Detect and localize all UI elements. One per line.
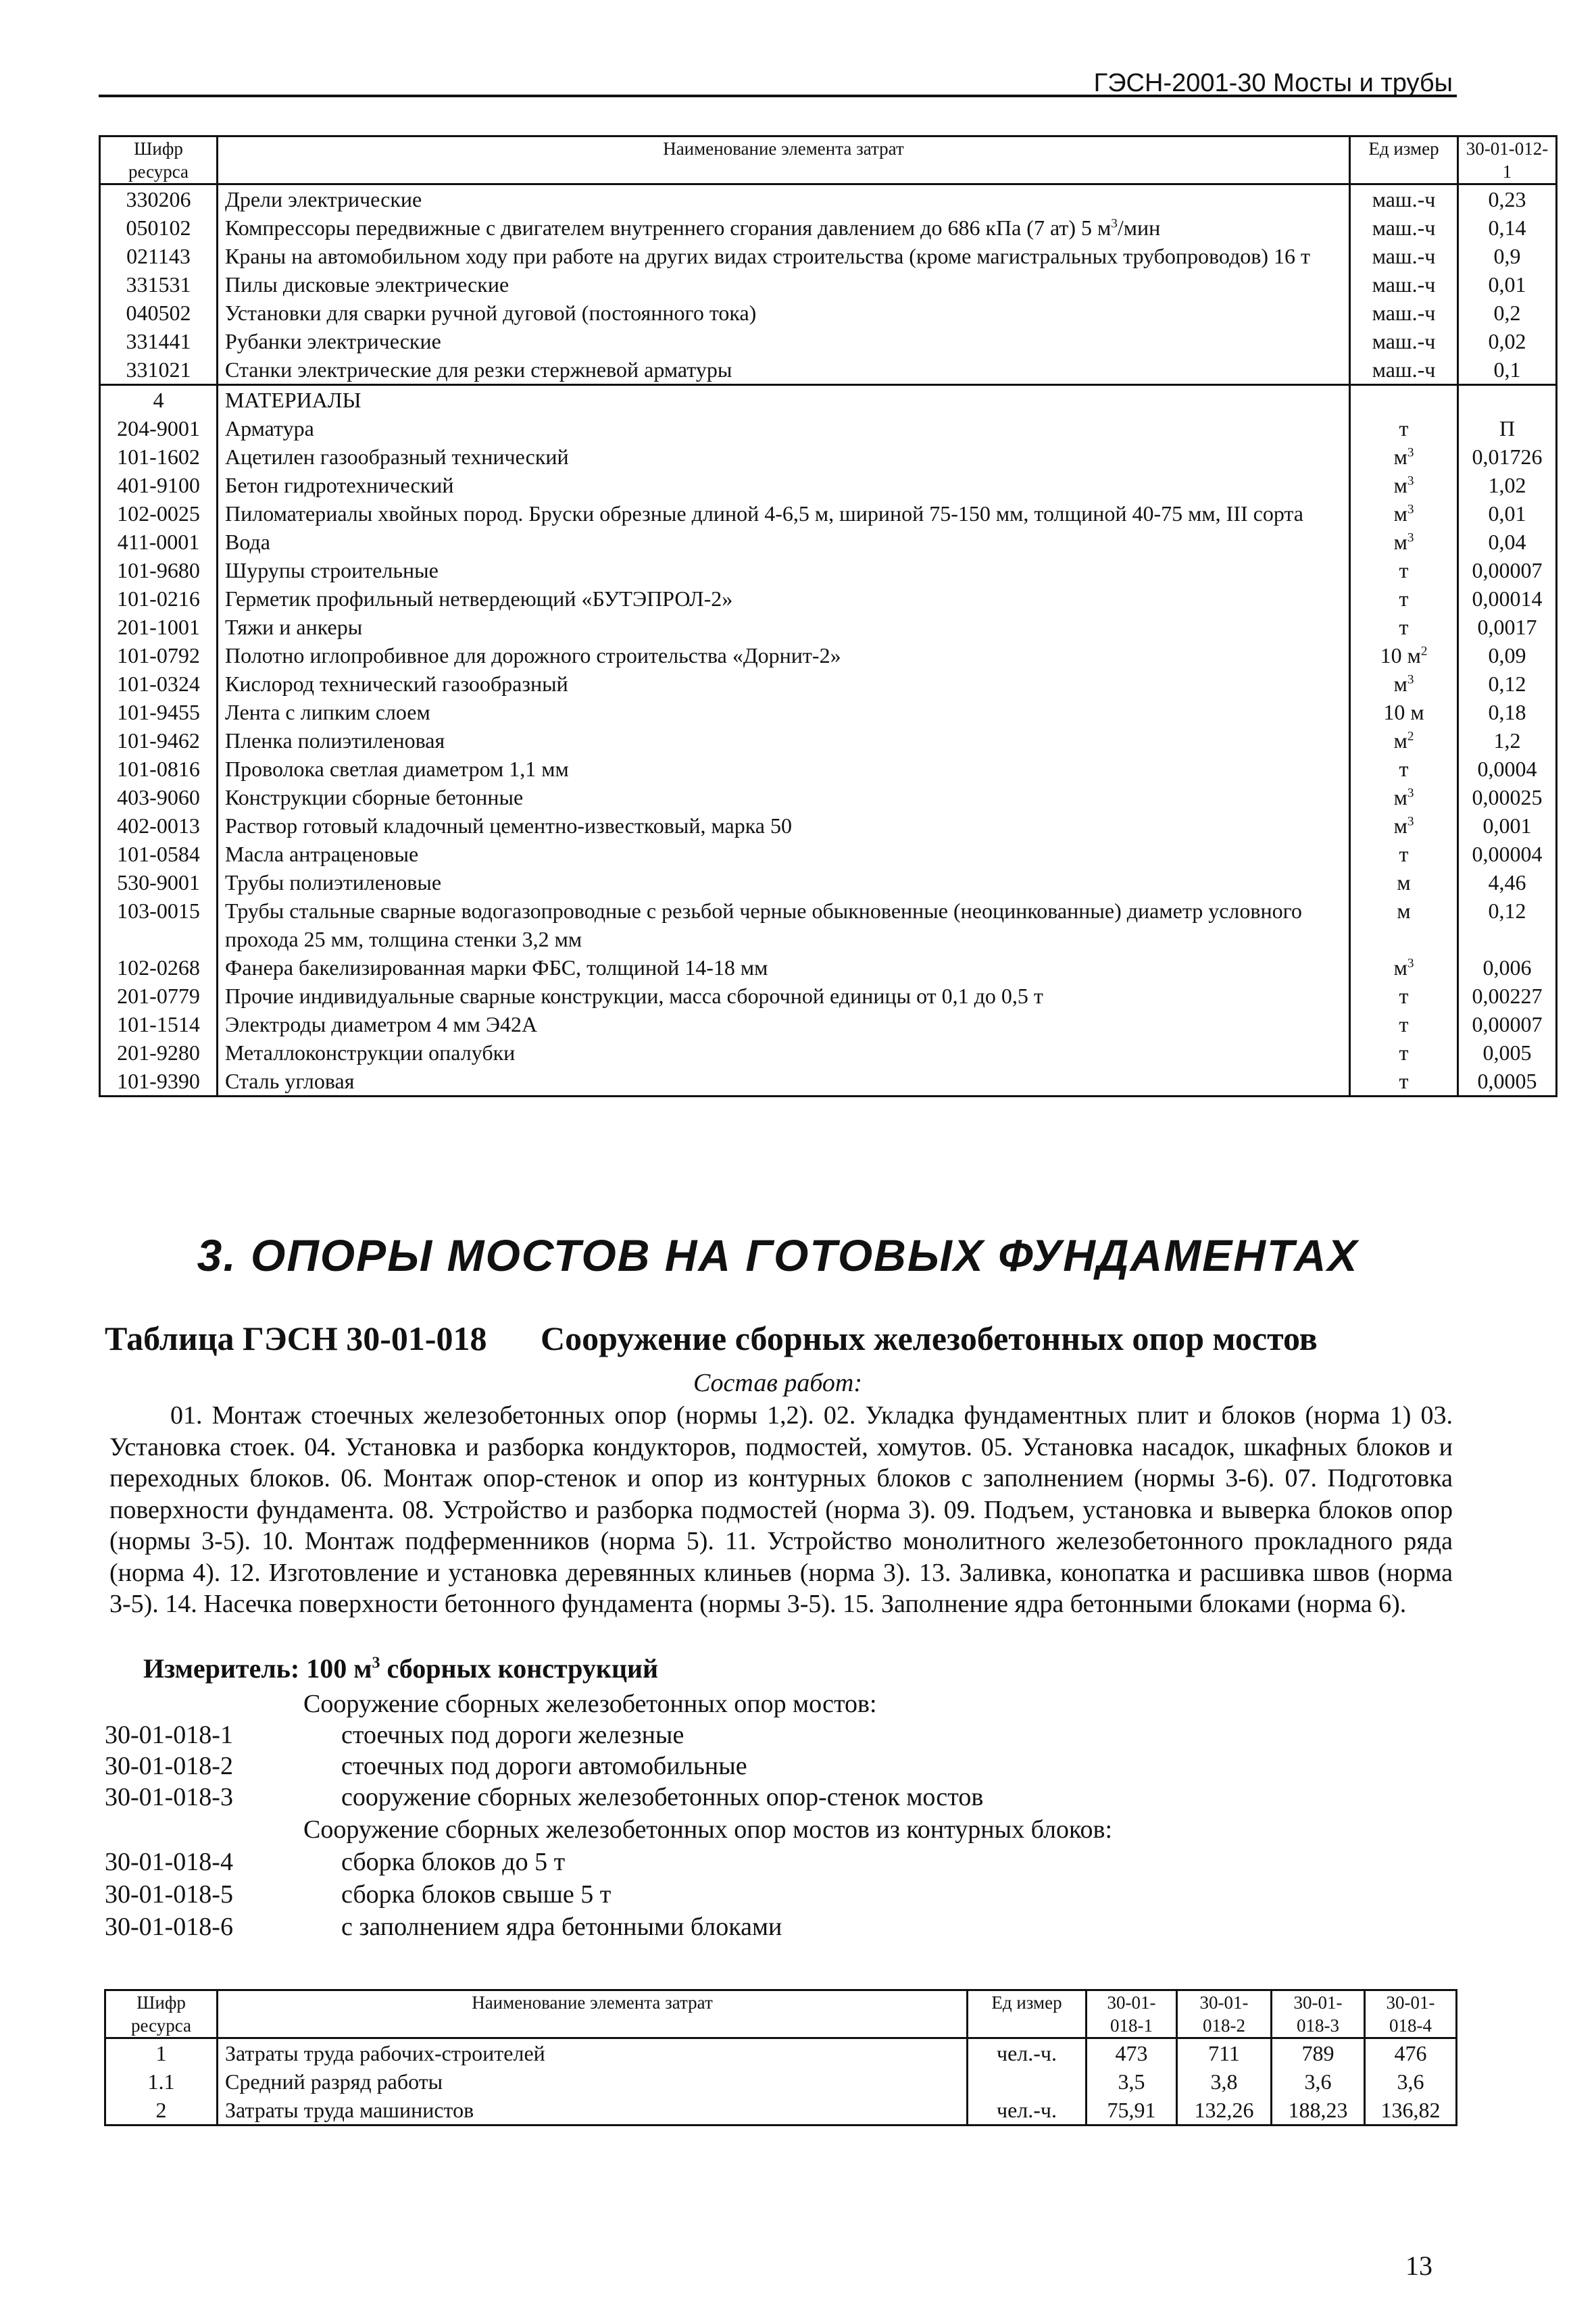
resource-unit: 10 м bbox=[1350, 698, 1458, 726]
resource-value: 3,8 bbox=[1177, 2067, 1272, 2096]
col-header-code: Шифр ресурса bbox=[105, 1990, 218, 2038]
resource-unit: маш.-ч bbox=[1350, 213, 1458, 242]
table-row bbox=[100, 811, 1557, 840]
resource-value: 0,00007 bbox=[1458, 1010, 1557, 1038]
resource-code: 1.1 bbox=[105, 2067, 218, 2096]
resource-code: 040502 bbox=[100, 299, 218, 327]
resource-value: 0,00014 bbox=[1458, 584, 1557, 613]
resource-code: 201-0779 bbox=[100, 982, 218, 1010]
table-row bbox=[100, 982, 1557, 1010]
composition-text: 01. Монтаж стоечных железобетонных опор (нормы 1,2). 02. Укладка фундаментных плит и блоков (норма 1) 03. Установка стоек. 04. Установка и разборка кондукторов, подмостей, хомутов. 05. Установка насадок, шкафных блоков и переходных блоков. 06. Монтаж опор-стенок и опор из контурных блоков с заполнением (нормы 3-6). 07. Подготовка поверхности фундамента. 08. Устройство и разборка подмостей (норма 3). 09. Подъем, установка и выверка блоков опор (нормы 3-5). 10. Монтаж подферменников (норма 5). 11. Устройство монолитного железобетонного прокладного ряда (норма 4). 12. Изготовление и установка деревянных клиньев (норма 3). 13. Заливка, конопатка и расшивка швов (норма 3-5). 14. Насечка поверхности бетонного фундамента (нормы 3-5). 15. Заполнение ядра бетонными блоками (норма 6). bbox=[109, 1401, 1453, 1618]
col-header-unit: Ед измер bbox=[1350, 136, 1458, 184]
resource-code: 331531 bbox=[100, 270, 218, 299]
resource-code: 331441 bbox=[100, 327, 218, 355]
resource-name: Затраты труда машинистов bbox=[218, 2096, 968, 2126]
resource-value: 0,00227 bbox=[1458, 982, 1557, 1010]
resource-name: Герметик профильный нетвердеющий «БУТЭПРОЛ-2» bbox=[218, 584, 1350, 613]
norm-code-4: 30-01-018-4 bbox=[105, 1848, 233, 1876]
resource-name: Масла антраценовые bbox=[218, 840, 1350, 868]
resource-code: 101-0584 bbox=[100, 840, 218, 868]
resource-name: Раствор готовый кладочный цементно-известковый, марка 50 bbox=[218, 811, 1350, 840]
resource-code: 2 bbox=[105, 2096, 218, 2126]
resource-name: Компрессоры передвижные с двигателем внутреннего сгорания давлением до 686 кПа (7 ат) 5 $м^3$/мин bbox=[218, 213, 1350, 242]
table-row bbox=[100, 783, 1557, 811]
resource-code: 204-9001 bbox=[100, 414, 218, 443]
table-row bbox=[100, 242, 1557, 270]
resource-unit: $м^3$ bbox=[1350, 811, 1458, 840]
resource-name: Средний разряд работы bbox=[218, 2067, 968, 2096]
resource-unit: $м^3$ bbox=[1350, 471, 1458, 499]
resource-unit bbox=[1350, 385, 1458, 415]
resource-value: 0,00004 bbox=[1458, 840, 1557, 868]
resources-table-30-01-012 bbox=[99, 135, 1557, 1097]
resource-unit: т bbox=[1350, 840, 1458, 868]
norms-group-1: Сооружение сборных железобетонных опор мостов: bbox=[303, 1690, 877, 1718]
norm-code-1: 30-01-018-1 bbox=[105, 1721, 233, 1749]
resource-name: Ацетилен газообразный технический bbox=[218, 443, 1350, 471]
resource-value: 0,02 bbox=[1458, 327, 1557, 355]
resource-name: Краны на автомобильном ходу при работе на других видах строительства (кроме магистральных трубопроводов) 16 т bbox=[218, 242, 1350, 270]
col-header-norm-3: 30-01-018-3 bbox=[1272, 1990, 1365, 2038]
table-row bbox=[100, 184, 1557, 214]
col-header-norm-1: 30-01-018-1 bbox=[1087, 1990, 1177, 2038]
table-row bbox=[100, 1038, 1557, 1067]
resource-unit: м bbox=[1350, 868, 1458, 897]
resource-name: Шурупы строительные bbox=[218, 556, 1350, 584]
col-header-norm-2: 30-01-018-2 bbox=[1177, 1990, 1272, 2038]
resource-value: 0,14 bbox=[1458, 213, 1557, 242]
resource-unit: т bbox=[1350, 1038, 1458, 1067]
resource-code: 401-9100 bbox=[100, 471, 218, 499]
table-row bbox=[100, 755, 1557, 783]
norm-desc-5: сборка блоков свыше 5 т bbox=[341, 1880, 612, 1909]
resource-name: Затраты труда рабочих-строителей bbox=[218, 2038, 968, 2068]
resource-code: 1 bbox=[105, 2038, 218, 2068]
resource-unit: маш.-ч bbox=[1350, 327, 1458, 355]
table-row bbox=[100, 613, 1557, 641]
resource-value: 4,46 bbox=[1458, 868, 1557, 897]
resource-code: 530-9001 bbox=[100, 868, 218, 897]
resource-code: 021143 bbox=[100, 242, 218, 270]
resource-name: Бетон гидротехнический bbox=[218, 471, 1350, 499]
resource-value: 75,91 bbox=[1087, 2096, 1177, 2126]
resource-value: 0,01726 bbox=[1458, 443, 1557, 471]
resource-value: 0,005 bbox=[1458, 1038, 1557, 1067]
col-header-unit: Ед измер bbox=[968, 1990, 1087, 2038]
resource-code: 4 bbox=[100, 385, 218, 415]
resource-name: МАТЕРИАЛЫ bbox=[218, 385, 1350, 415]
norm-code-2: 30-01-018-2 bbox=[105, 1752, 233, 1780]
resource-code: 411-0001 bbox=[100, 528, 218, 556]
resource-value: 3,6 bbox=[1365, 2067, 1457, 2096]
resource-value bbox=[1458, 385, 1557, 415]
resource-unit: т bbox=[1350, 613, 1458, 641]
norm-desc-3: сооружение сборных железобетонных опор-стенок мостов bbox=[341, 1783, 984, 1811]
resource-value: 136,82 bbox=[1365, 2096, 1457, 2126]
resource-value: 0,01 bbox=[1458, 499, 1557, 528]
table-row bbox=[100, 213, 1557, 242]
resource-code: 101-0324 bbox=[100, 670, 218, 698]
resource-value: 0,18 bbox=[1458, 698, 1557, 726]
resource-name: Сталь угловая bbox=[218, 1067, 1350, 1097]
resource-name: Пленка полиэтиленовая bbox=[218, 726, 1350, 755]
running-header: ГЭСН-2001-30 Мосты и трубы bbox=[1093, 69, 1453, 97]
resource-unit: чел.-ч. bbox=[968, 2096, 1087, 2126]
resource-unit: маш.-ч bbox=[1350, 184, 1458, 214]
col-header-norm-4: 30-01-018-4 bbox=[1365, 1990, 1457, 2038]
table-row bbox=[100, 840, 1557, 868]
table-row bbox=[100, 528, 1557, 556]
resource-name: Арматура bbox=[218, 414, 1350, 443]
resource-name: Фанера бакелизированная марки ФБС, толщиной 14-18 мм bbox=[218, 953, 1350, 982]
resource-value: 0,1 bbox=[1458, 355, 1557, 385]
resource-code: 201-1001 bbox=[100, 613, 218, 641]
composition-title: Состав работ: bbox=[693, 1369, 863, 1397]
table-row bbox=[100, 868, 1557, 897]
table-row bbox=[100, 641, 1557, 670]
resource-name: Рубанки электрические bbox=[218, 327, 1350, 355]
resource-unit: маш.-ч bbox=[1350, 299, 1458, 327]
resource-unit: $м^3$ bbox=[1350, 528, 1458, 556]
resource-unit: $м^3$ bbox=[1350, 499, 1458, 528]
resource-value: 0,04 bbox=[1458, 528, 1557, 556]
resource-name: Кислород технический газообразный bbox=[218, 670, 1350, 698]
resource-value: 3,6 bbox=[1272, 2067, 1365, 2096]
norm-desc-2: стоечных под дороги автомобильные bbox=[341, 1752, 747, 1780]
resource-value: 0,12 bbox=[1458, 897, 1557, 953]
resource-name: Пиломатериалы хвойных пород. Бруски обрезные длиной 4-6,5 м, шириной 75-150 мм, толщиной 40-75 мм, III сорта bbox=[218, 499, 1350, 528]
resource-code: 101-0216 bbox=[100, 584, 218, 613]
resource-value: 1,2 bbox=[1458, 726, 1557, 755]
resource-value: 476 bbox=[1365, 2038, 1457, 2068]
norm-code-3: 30-01-018-3 bbox=[105, 1783, 233, 1811]
resources-table-body bbox=[105, 2038, 1457, 2126]
table-title-label: Таблица ГЭСН 30-01-018 bbox=[105, 1319, 487, 1357]
page-number: 13 bbox=[1405, 2250, 1432, 2281]
norm-code-5: 30-01-018-5 bbox=[105, 1880, 233, 1909]
resource-code: 102-0025 bbox=[100, 499, 218, 528]
resource-name: Прочие индивидуальные сварные конструкции, масса сборочной единицы от 0,1 до 0,5 т bbox=[218, 982, 1350, 1010]
resource-name: Дрели электрические bbox=[218, 184, 1350, 214]
norm-desc-1: стоечных под дороги железные bbox=[341, 1721, 684, 1749]
norm-desc-6: с заполнением ядра бетонными блоками bbox=[341, 1913, 782, 1941]
resource-unit: $м^3$ bbox=[1350, 783, 1458, 811]
resource-value: 0,01 bbox=[1458, 270, 1557, 299]
table-row bbox=[100, 556, 1557, 584]
resource-code: 101-9390 bbox=[100, 1067, 218, 1097]
section-row bbox=[100, 385, 1557, 415]
resource-name: Вода bbox=[218, 528, 1350, 556]
table-row bbox=[100, 443, 1557, 471]
table-row bbox=[100, 1067, 1557, 1097]
resource-unit: т bbox=[1350, 755, 1458, 783]
col-header-name: Наименование элемента затрат bbox=[218, 1990, 968, 2038]
col-header-name: Наименование элемента затрат bbox=[218, 136, 1350, 184]
resource-code: 101-1514 bbox=[100, 1010, 218, 1038]
resource-code: 101-0816 bbox=[100, 755, 218, 783]
resource-unit bbox=[968, 2067, 1087, 2096]
resource-code: 331021 bbox=[100, 355, 218, 385]
table-row bbox=[100, 327, 1557, 355]
resource-unit: $м^3$ bbox=[1350, 443, 1458, 471]
norms-group-2: Сооружение сборных железобетонных опор мостов из контурных блоков: bbox=[303, 1815, 1113, 1844]
resource-value: 0,12 bbox=[1458, 670, 1557, 698]
resource-value: 132,26 bbox=[1177, 2096, 1272, 2126]
table-row bbox=[105, 2067, 1457, 2096]
resource-value: 0,00007 bbox=[1458, 556, 1557, 584]
meter-text: Измеритель: 100 $м^3$ сборных конструкций bbox=[143, 1653, 659, 1684]
resource-name: Пилы дисковые электрические bbox=[218, 270, 1350, 299]
resource-unit: маш.-ч bbox=[1350, 355, 1458, 385]
resource-unit: т bbox=[1350, 584, 1458, 613]
resource-unit: т bbox=[1350, 1067, 1458, 1097]
resource-code: 101-9680 bbox=[100, 556, 218, 584]
table-row bbox=[100, 897, 1557, 953]
resource-value: 0,23 bbox=[1458, 184, 1557, 214]
resource-value: 0,0017 bbox=[1458, 613, 1557, 641]
resource-unit: т bbox=[1350, 1010, 1458, 1038]
table-row bbox=[100, 299, 1557, 327]
resource-unit: чел.-ч. bbox=[968, 2038, 1087, 2068]
table-row bbox=[100, 698, 1557, 726]
resource-value: 188,23 bbox=[1272, 2096, 1365, 2126]
resource-unit: т bbox=[1350, 414, 1458, 443]
resource-unit: $м^3$ bbox=[1350, 670, 1458, 698]
resource-name: Конструкции сборные бетонные bbox=[218, 783, 1350, 811]
resources-table-body bbox=[100, 184, 1557, 1097]
resource-code: 101-9455 bbox=[100, 698, 218, 726]
resource-unit: т bbox=[1350, 556, 1458, 584]
table-row bbox=[100, 499, 1557, 528]
resource-unit: 10 $м^2$ bbox=[1350, 641, 1458, 670]
resource-unit: $м^3$ bbox=[1350, 953, 1458, 982]
resource-value: 0,9 bbox=[1458, 242, 1557, 270]
resource-unit: $м^2$ bbox=[1350, 726, 1458, 755]
resource-unit: т bbox=[1350, 982, 1458, 1010]
resource-value: 1,02 bbox=[1458, 471, 1557, 499]
table-row bbox=[100, 670, 1557, 698]
resource-name: Тяжи и анкеры bbox=[218, 613, 1350, 641]
resource-code: 330206 bbox=[100, 184, 218, 214]
norm-desc-4: сборка блоков до 5 т bbox=[341, 1848, 566, 1876]
resource-unit: м bbox=[1350, 897, 1458, 953]
resource-value: 0,09 bbox=[1458, 641, 1557, 670]
table-row bbox=[100, 270, 1557, 299]
resources-table-30-01-018 bbox=[104, 1989, 1457, 2126]
table-row bbox=[100, 584, 1557, 613]
section-heading: 3. ОПОРЫ МОСТОВ НА ГОТОВЫХ ФУНДАМЕНТАХ bbox=[197, 1230, 1359, 1280]
resource-code: 403-9060 bbox=[100, 783, 218, 811]
table-row bbox=[105, 2096, 1457, 2126]
resource-code: 103-0015 bbox=[100, 897, 218, 953]
resource-code: 102-0268 bbox=[100, 953, 218, 982]
resource-value: 0,001 bbox=[1458, 811, 1557, 840]
resource-value: 3,5 bbox=[1087, 2067, 1177, 2096]
norm-code-6: 30-01-018-6 bbox=[105, 1913, 233, 1941]
table-row bbox=[100, 414, 1557, 443]
table-title-caption: Сооружение сборных железобетонных опор мостов bbox=[541, 1319, 1318, 1357]
resource-value: П bbox=[1458, 414, 1557, 443]
col-header-code: Шифр ресурса bbox=[100, 136, 218, 184]
table-row bbox=[105, 2038, 1457, 2068]
resource-value: 0,2 bbox=[1458, 299, 1557, 327]
resource-value: 473 bbox=[1087, 2038, 1177, 2068]
resource-value: 0,006 bbox=[1458, 953, 1557, 982]
table-row bbox=[100, 1010, 1557, 1038]
resource-code: 402-0013 bbox=[100, 811, 218, 840]
table-row bbox=[100, 355, 1557, 385]
resource-name: Установки для сварки ручной дуговой (постоянного тока) bbox=[218, 299, 1350, 327]
resource-name: Станки электрические для резки стержневой арматуры bbox=[218, 355, 1350, 385]
resource-value: 0,00025 bbox=[1458, 783, 1557, 811]
meter-label bbox=[143, 1653, 658, 1684]
header-rule bbox=[99, 95, 1457, 97]
resource-value: 0,0005 bbox=[1458, 1067, 1557, 1097]
resource-unit: маш.-ч bbox=[1350, 270, 1458, 299]
table-row bbox=[100, 726, 1557, 755]
resource-value: 789 bbox=[1272, 2038, 1365, 2068]
resource-name: Полотно иглопробивное для дорожного строительства «Дорнит-2» bbox=[218, 641, 1350, 670]
resource-name: Металлоконструкции опалубки bbox=[218, 1038, 1350, 1067]
resource-name: Лента с липким слоем bbox=[218, 698, 1350, 726]
table-row bbox=[100, 953, 1557, 982]
col-header-norm: 30-01-012-1 bbox=[1458, 136, 1557, 184]
resource-value: 711 bbox=[1177, 2038, 1272, 2068]
resource-code: 101-9462 bbox=[100, 726, 218, 755]
resource-name: Электроды диаметром 4 мм Э42А bbox=[218, 1010, 1350, 1038]
resource-name: Трубы полиэтиленовые bbox=[218, 868, 1350, 897]
resource-value: 0,0004 bbox=[1458, 755, 1557, 783]
resource-code: 101-1602 bbox=[100, 443, 218, 471]
resource-name: Проволока светлая диаметром 1,1 мм bbox=[218, 755, 1350, 783]
resource-code: 201-9280 bbox=[100, 1038, 218, 1067]
table-row bbox=[100, 471, 1557, 499]
resource-unit: маш.-ч bbox=[1350, 242, 1458, 270]
resource-code: 101-0792 bbox=[100, 641, 218, 670]
resource-code: 050102 bbox=[100, 213, 218, 242]
resource-name: Трубы стальные сварные водогазопроводные с резьбой черные обыкновенные (неоцинкованные) диаметр условного прохода 25 мм, толщина стенки 3,2 мм bbox=[218, 897, 1350, 953]
